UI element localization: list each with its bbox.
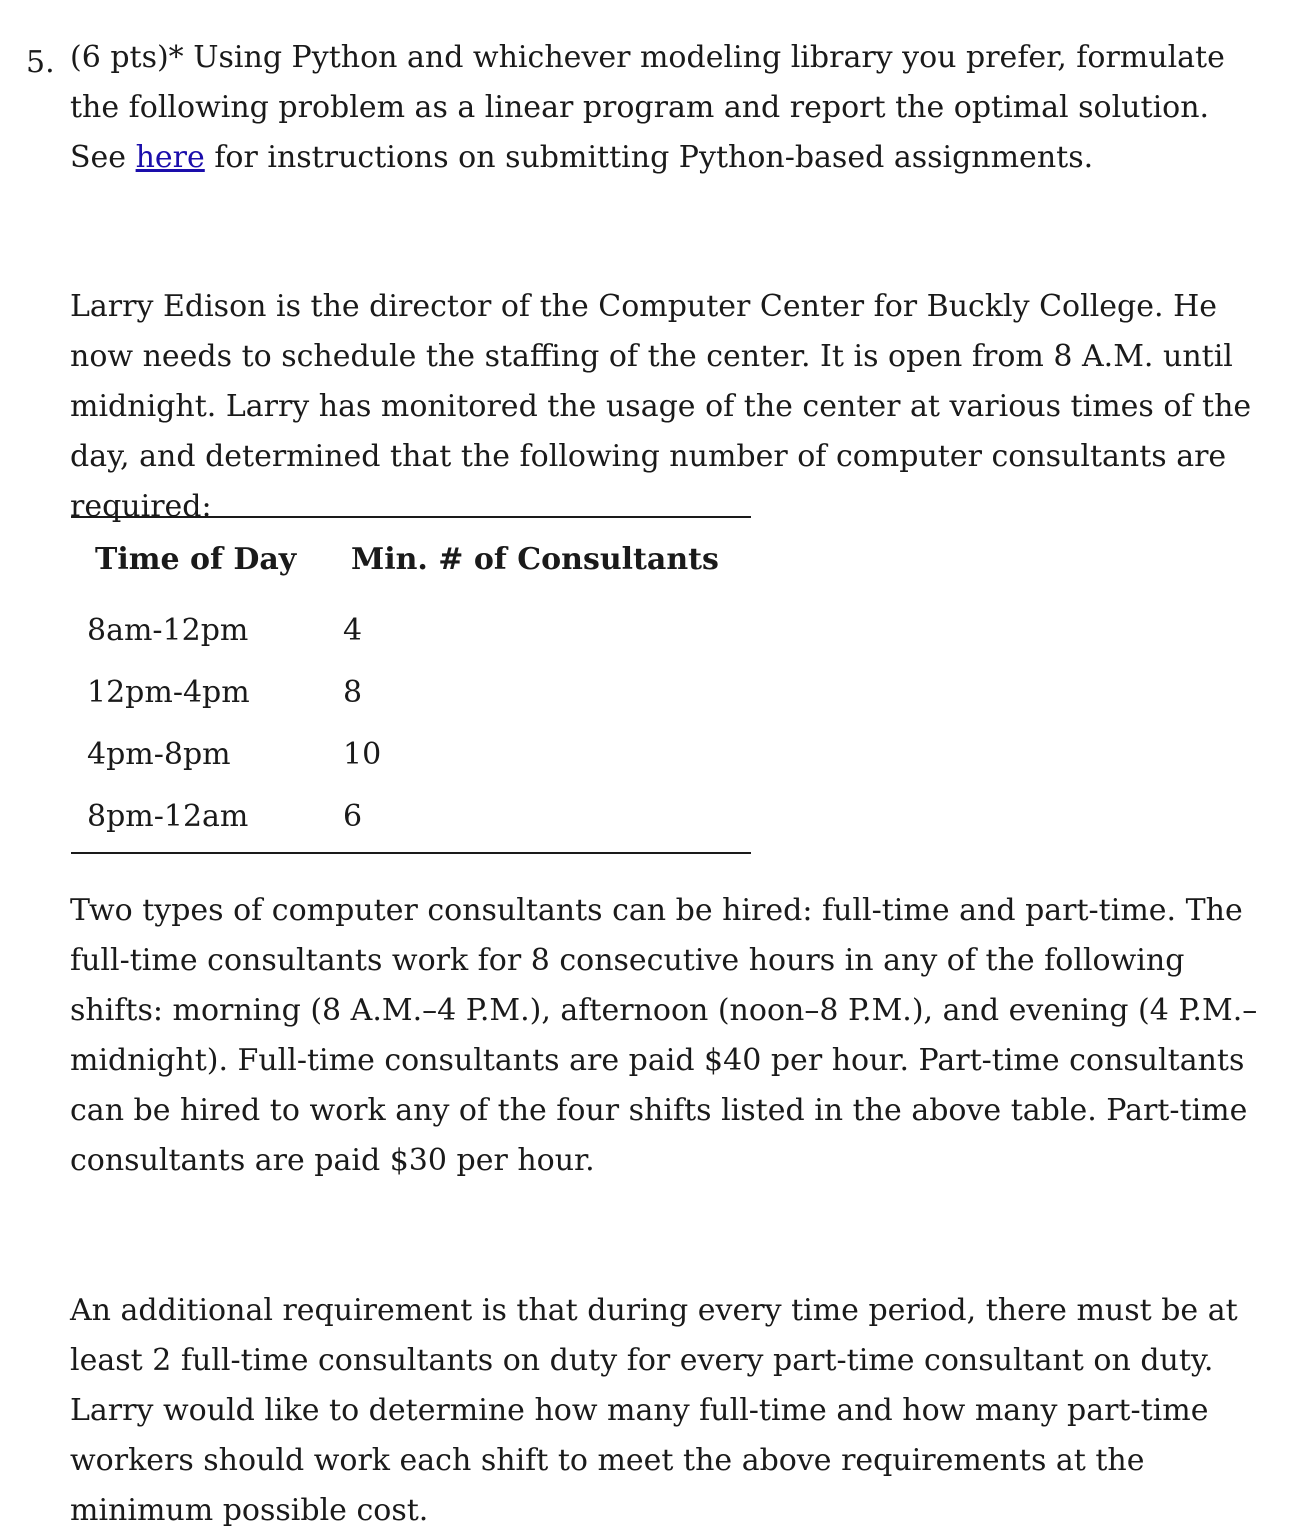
table-cell-time: 8am-12pm [87,613,249,648]
intro-text-after-link: for instructions on submitting Python-based assignments. [204,140,1094,175]
table-row [71,662,751,724]
scenario-paragraph: Larry Edison is the director of the Computer Center for Buckly College. He now needs to schedule the staffing of the center. It is open from 8 A.M. until midnight. Larry has monitored the usage of the center at various times of the day, and determined that the following number of computer consultants are required: [70,289,1252,524]
table-row [71,600,751,662]
table-cell-min: 6 [343,799,363,834]
table-row [71,724,751,786]
instructions-link[interactable]: here [135,140,205,175]
table-cell-min: 4 [343,613,363,648]
problem-intro [70,33,1270,183]
table-cell-min: 10 [343,737,382,772]
table-cell-time: 4pm-8pm [87,737,231,772]
table-cell-time: 8pm-12am [87,799,249,834]
consultant-types-paragraph: Two types of computer consultants can be hired: full-time and part-time. The full-time consultants work for 8 consecutive hours in any of the following shifts: morning (8 A.M.–4 P.M.), afternoon (noon–8 P.M.), and evening (4 P.M.–midnight). Full-time consultants are paid $40 per hour. Part-time consultants can be hired to work any of the four shifts listed in the above table. Part-time consultants are paid $30 per hour. [70,893,1258,1178]
intro-text-before-link: (6 pts)* Using Python and whichever modeling library you prefer, formulate the following problem as a linear program and report the optimal solution. See [70,40,1225,175]
table-header-min-consultants: Min. # of Consultants [351,542,719,577]
additional-requirement-paragraph: An additional requirement is that during every time period, there must be at least 2 full-time consultants on duty for every part-time consultant on duty. Larry would like to determine how many full-time and how many part-time workers should work each shift to meet the above requirements at the minimum possible cost. [70,1293,1238,1528]
table-cell-time: 12pm-4pm [87,675,250,710]
table-row [71,786,751,848]
consultant-requirements-table [71,516,751,854]
table-cell-min: 8 [343,675,363,710]
table-header-time: Time of Day [95,542,297,577]
problem-number: 5. [26,45,55,80]
